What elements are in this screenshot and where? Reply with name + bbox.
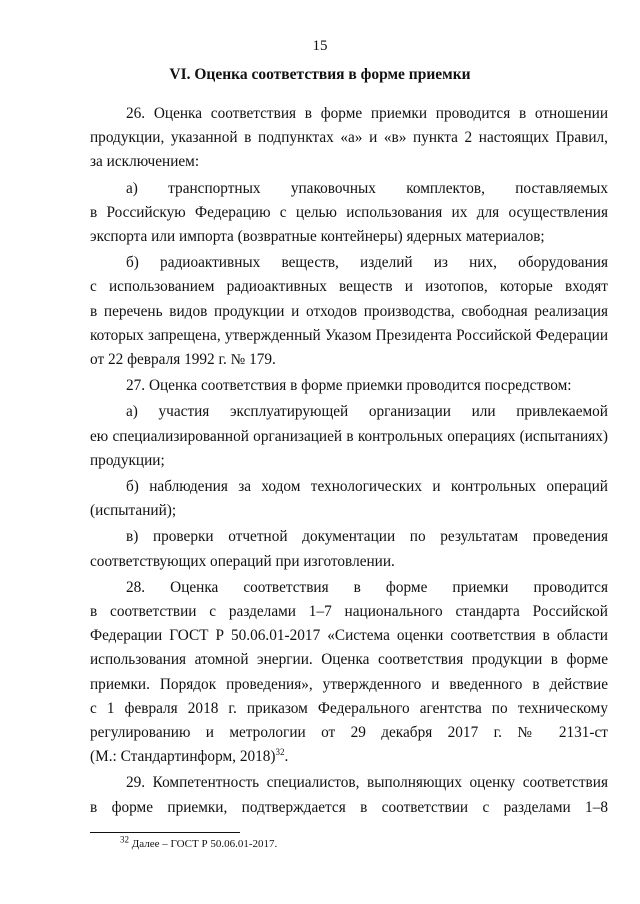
text-line: использования атомной энергии. Оценка соответствия продукции в форме: [90, 651, 608, 669]
document-body: [90, 102, 608, 822]
text-line: 26. Оценка соответствия в форме приемки проводится в отношении: [126, 105, 608, 122]
paragraph-26-a: [90, 177, 608, 250]
paragraph-26-b: [90, 251, 608, 372]
text-line: б) радиоактивных веществ, изделий из них, оборудования: [126, 254, 608, 272]
paragraph-26: [90, 102, 608, 175]
text-line: 29. Компетентность специалистов, выполняющих оценку соответствия: [126, 774, 608, 792]
text-line: продукции;: [90, 451, 165, 469]
text-line: (испытаний);: [90, 502, 177, 520]
text-line: которых запрещена, утвержденный Указом Президента Российской Федерации: [90, 326, 608, 344]
footnote-reference[interactable]: 32: [275, 747, 285, 758]
paragraph-27: [90, 374, 608, 398]
footnote-divider: [90, 832, 240, 833]
text-line: с использованием радиоактивных веществ и изотопов, которые входят: [90, 278, 608, 296]
text-line: экспорта или импорта (возвратные контейнеры) ядерных материалов;: [90, 228, 545, 246]
text-line: в Российскую Федерацию с целью использования их для осуществления: [90, 203, 608, 221]
page-number: 15: [312, 38, 328, 54]
text-line: с 1 февраля 2018 г. приказом Федерального агентства по техническому: [90, 699, 608, 717]
text-line: в соответствии с разделами 1–7 национального стандарта Российской: [90, 603, 608, 621]
footnote: [120, 834, 278, 850]
text-line-with-footnote: [90, 745, 608, 769]
text-line: ею специализированной организацией в контрольных операциях (испытаниях): [90, 427, 608, 445]
text-line: 27. Оценка соответствия в форме приемки проводится посредством:: [126, 377, 572, 395]
footnote-text: Далее – ГОСТ Р 50.06.01-2017.: [129, 838, 278, 850]
paragraph-27-b: [90, 475, 608, 523]
text-line: за исключением:: [90, 153, 200, 171]
paragraph-28: [90, 576, 608, 770]
paragraph-29: [90, 771, 608, 819]
paragraph-27-a: [90, 400, 608, 473]
text-line: 28. Оценка соответствия в форме приемки проводится: [126, 578, 608, 596]
text-line: в перечень видов продукции и отходов производства, свободная реализация: [90, 302, 608, 320]
text-line: приемки. Порядок проведения», утвержденного и введенного в действие: [90, 675, 608, 693]
paragraph-27-v: [90, 525, 608, 573]
text-line: от 22 февраля 1992 г. № 179.: [90, 351, 276, 369]
text-line: а) участия эксплуатирующей организации или привлекаемой: [126, 403, 608, 421]
text-line: в форме приемки, подтверждается в соответствии с разделами 1–8: [90, 798, 608, 816]
sentence-end: .: [284, 748, 289, 766]
text-line: продукции, указанной в подпунктах «а» и «в» пункта 2 настоящих Правил,: [90, 129, 608, 147]
text-line: (М.: Стандартинформ, 2018): [90, 748, 276, 766]
section-title: VI. Оценка соответствия в форме приемки: [169, 66, 471, 83]
text-line: б) наблюдения за ходом технологических и контрольных операций: [126, 478, 608, 496]
text-line: регулированию и метрологии от 29 декабря 2017 г. № 2131-ст: [90, 724, 608, 742]
footnote-mark: 32: [120, 834, 129, 845]
text-line: соответствующих операций при изготовлении.: [90, 552, 395, 570]
text-line: Федерации ГОСТ Р 50.06.01-2017 «Система оценки соответствия в области: [90, 627, 608, 645]
text-line: в) проверки отчетной документации по результатам проведения: [126, 528, 608, 546]
text-line: а) транспортных упаковочных комплектов, поставляемых: [126, 179, 608, 197]
